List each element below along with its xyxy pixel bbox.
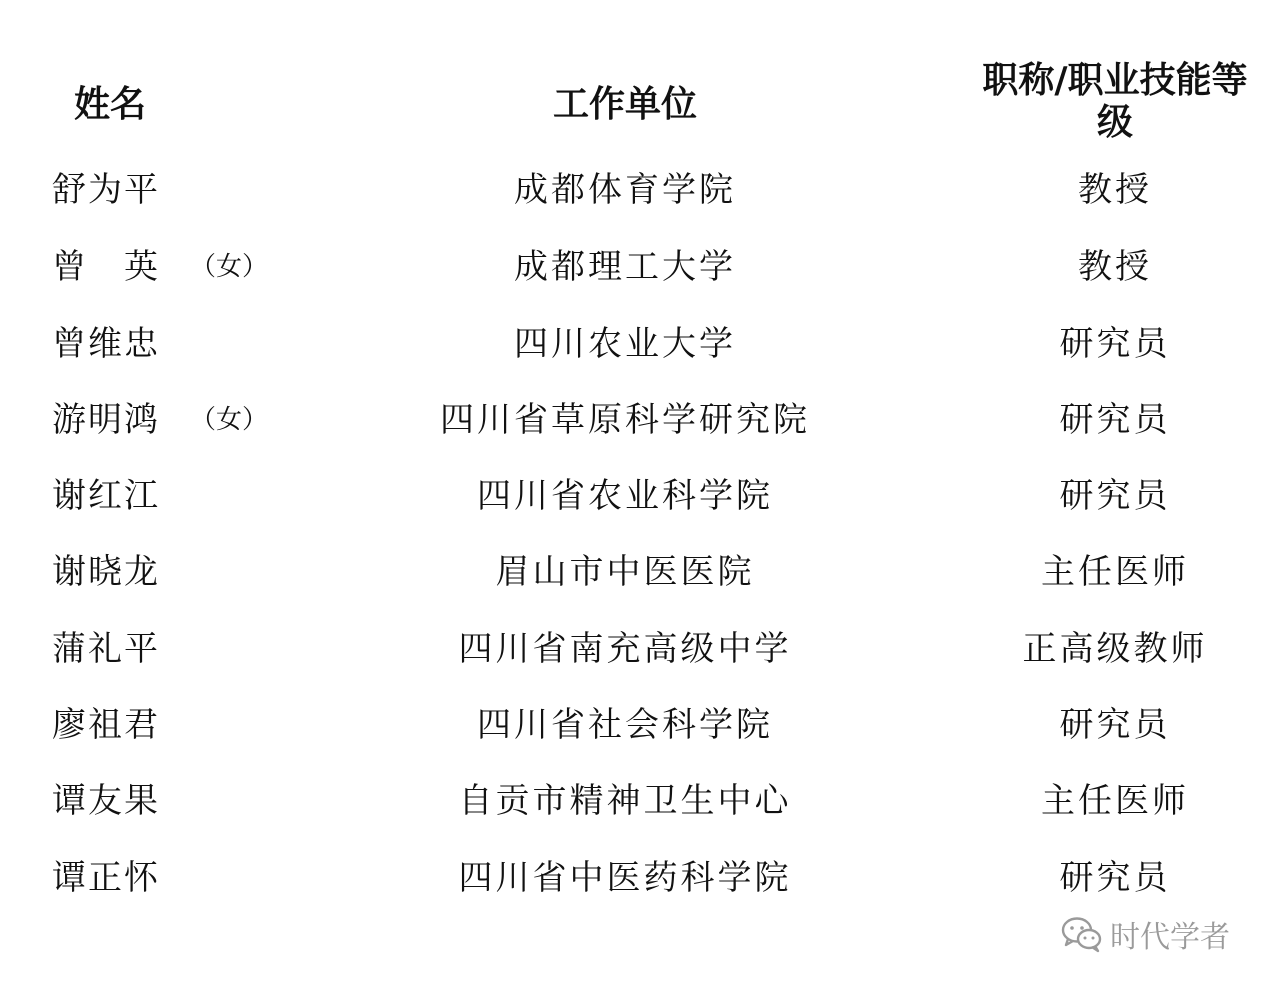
work-unit: 四川省南充高级中学 <box>458 629 792 669</box>
work-unit: 成都体育学院 <box>514 170 736 210</box>
watermark-text: 时代学者 <box>1110 920 1230 955</box>
person-name: 谢晓龙 <box>52 552 160 592</box>
table-row <box>0 466 1280 526</box>
table-row <box>0 390 1280 450</box>
table-row <box>0 771 1280 831</box>
work-unit: 四川省中医药科学院 <box>458 858 792 898</box>
professional-title: 主任医师 <box>1041 552 1189 592</box>
table-row <box>0 619 1280 679</box>
professional-title: 研究员 <box>1059 476 1171 516</box>
professional-title: 研究员 <box>1059 858 1171 898</box>
person-name: 谭友果 <box>52 781 160 821</box>
header-professional-title: 职称/职业技能等级 <box>982 60 1248 143</box>
work-unit: 四川省草原科学研究院 <box>440 400 810 440</box>
table-row <box>0 237 1280 297</box>
work-unit: 眉山市中医医院 <box>495 552 755 592</box>
person-name: 蒲礼平 <box>52 629 160 669</box>
professional-title: 教授 <box>1078 247 1152 287</box>
work-unit: 自贡市精神卫生中心 <box>458 781 792 821</box>
wechat-watermark <box>1060 912 1230 956</box>
professional-title: 正高级教师 <box>1022 629 1208 669</box>
work-unit: 四川农业大学 <box>514 324 736 364</box>
table-row <box>0 848 1280 908</box>
person-name: 游明鸿 <box>52 400 160 440</box>
work-unit: 四川省农业科学院 <box>477 476 773 516</box>
gender-note: （女） <box>190 405 269 435</box>
person-name: 谢红江 <box>52 476 160 516</box>
person-name: 舒为平 <box>52 170 160 210</box>
professional-title: 研究员 <box>1059 705 1171 745</box>
person-name: 廖祖君 <box>52 705 160 745</box>
professional-title: 研究员 <box>1059 400 1171 440</box>
table-row <box>0 314 1280 374</box>
professional-title: 主任医师 <box>1041 781 1189 821</box>
work-unit: 成都理工大学 <box>514 247 736 287</box>
person-name: 谭正怀 <box>52 858 160 898</box>
wechat-logo-icon <box>1060 914 1104 954</box>
table-row <box>0 160 1280 220</box>
person-name: 曾维忠 <box>52 324 160 364</box>
table-row <box>0 695 1280 755</box>
professional-title: 教授 <box>1078 170 1152 210</box>
header-work-unit: 工作单位 <box>552 84 697 125</box>
professional-title: 研究员 <box>1059 324 1171 364</box>
header-name: 姓名 <box>73 84 146 125</box>
gender-note: （女） <box>190 252 269 282</box>
person-name: 曾 英 <box>52 247 160 287</box>
table-row <box>0 542 1280 602</box>
work-unit: 四川省社会科学院 <box>477 705 773 745</box>
